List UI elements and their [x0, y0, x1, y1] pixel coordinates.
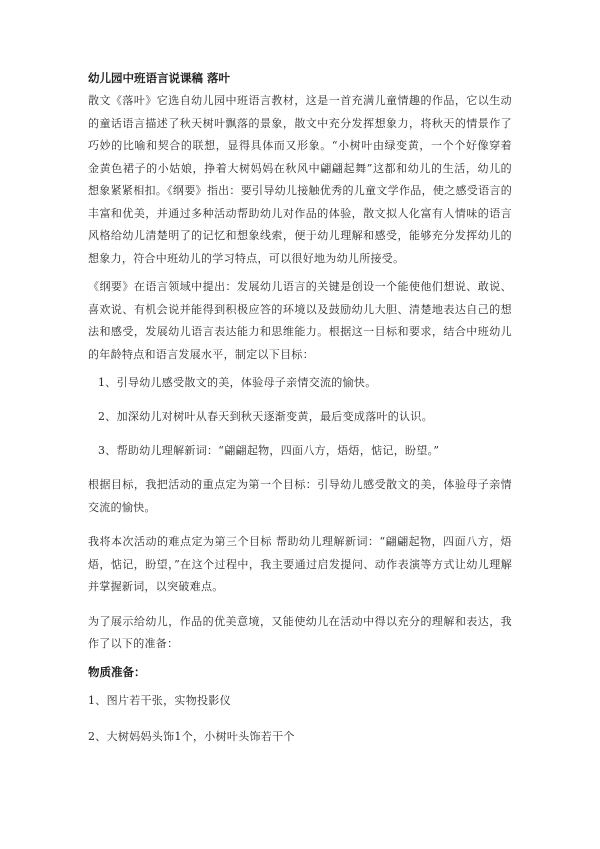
- material-item: 2、大树妈妈头饰1个，小树叶头饰若干个: [88, 729, 295, 743]
- materials-heading: 物质准备：: [88, 664, 146, 679]
- difficulty-paragraph: 我将本次活动的难点定为第三个目标 帮助幼儿理解新词：“翩翩起物，四面八方，焐焐，惦记，盼望，”在这个过程中，我主要通过启发提问、动作表演等方式让幼儿理解并掌握新词，以突破难点。: [88, 535, 512, 593]
- focus-paragraph: 根据目标，我把活动的重点定为第一个目标：引导幼儿感受散文的美，体验母子亲情交流的愉快。: [88, 478, 512, 514]
- goal-item: 1、引导幼儿感受散文的美，体验母子亲情交流的愉快。: [98, 376, 377, 389]
- document-title: 幼儿园中班语言说课稿 落叶: [88, 71, 231, 85]
- document-body: [88, 62, 512, 762]
- material-item: 1、图片若干张，实物投影仪: [88, 693, 231, 707]
- intro-paragraph: 散文《落叶》它选自幼儿园中班语言教材，这是一首充满儿童情趣的作品，它以生动的童话语言描述了秋天树叶飘落的景象，散文中充分发挥想象力，将秋天的情景作了巧妙的比喻和契合的联想，显得具体而又形象。“小树叶由绿变黄，一个个好像穿着金黄色裙子的小姑娘，挣着大树妈妈在秋风中翩翩起舞”这都和幼儿的生活，幼儿的想象紧紧相扣。《纲要》指出：要引导幼儿接触优秀的儿童文学作品，使之感受语言的丰富和优美，并通过多种活动帮助幼儿对作品的体验，散文拟人化富有人情味的语言风格给幼儿清楚明了的记忆和想象线索，便于幼儿理解和感受，能够充分发挥幼儿的想象力，符合中班幼儿的学习特点，可以很好地为幼儿所接受。: [88, 94, 512, 265]
- preparation-intro-paragraph: 为了展示给幼儿，作品的优美意境，又能使幼儿在活动中得以充分的理解和表达，我作了以下的准备：: [88, 614, 512, 650]
- outline-paragraph: 《纲要》在语言领域中提出：发展幼儿语言的关键是创设一个能使他们想说、敢说、喜欢说、有机会说并能得到积极应答的环境以及鼓励幼儿大胆、清楚地表达自己的想法和感受，发展幼儿语言表达能力和思维能力。根据这一目标和要求，结合中班幼儿的年龄特点和语言发展水平，制定以下目标：: [88, 280, 512, 361]
- goal-item: 3、帮助幼儿理解新词：“翩翩起物，四面八方，焐焐，惦记，盼望。”: [98, 444, 440, 457]
- goal-item: 2、加深幼儿对树叶从春天到秋天逐渐变黄，最后变成落叶的认识。: [98, 410, 433, 423]
